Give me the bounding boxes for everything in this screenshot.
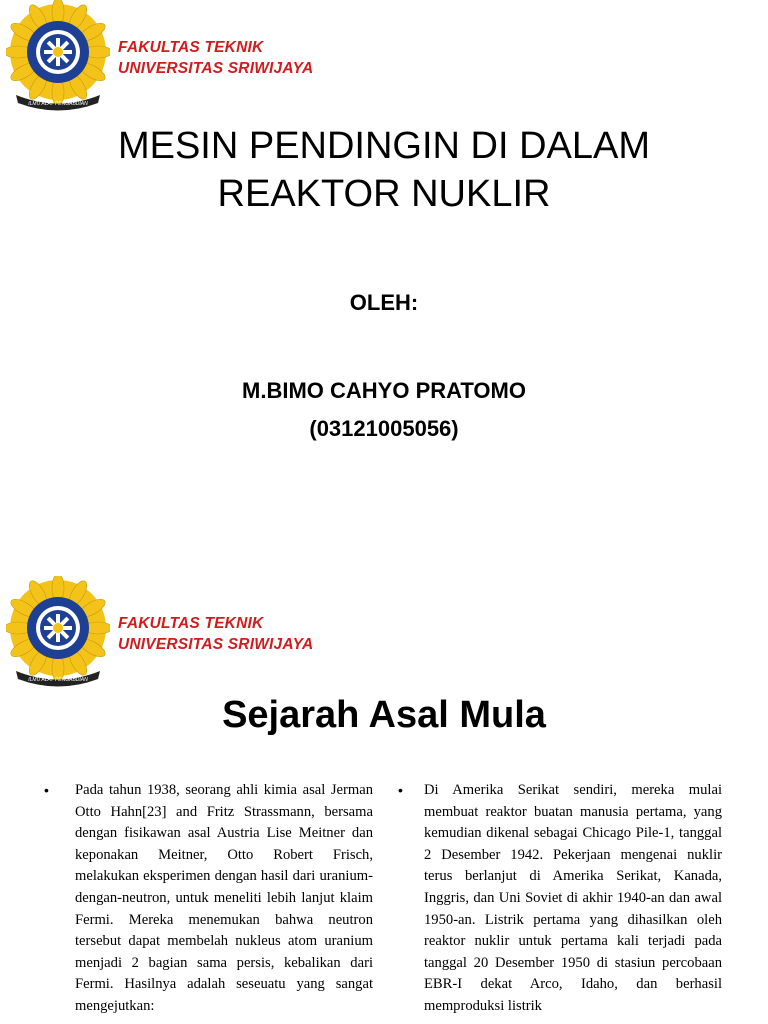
svg-text:ILMU ALAT PENGABDIAN: ILMU ALAT PENGABDIAN bbox=[28, 101, 88, 107]
faculty-header bbox=[118, 613, 313, 655]
faculty-name: FAKULTAS TEKNIK bbox=[118, 39, 264, 56]
logo-emblem-icon bbox=[6, 0, 110, 112]
university-name: UNIVERSITAS SRIWIJAYA bbox=[118, 60, 314, 77]
author-id: (03121005056) bbox=[309, 416, 459, 441]
left-column-paragraph: Pada tahun 1938, seorang ahli kimia asal Jerman Otto Hahn[23] and Fritz Strassmann, bersama dengan fisikawan asal Austria Lise Meitner dan keponakan Meitner, Otto Robert Frisch, melakukan eksperimen dengan hasil dari uranium-dengan-neutron, untuk meneliti lebih lanjut klaim Fermi. Mereka menemukan bahwa neutron tersebut dapat membelah nukleus atom uranium menjadi 2 bagian sama persis, kebalikan dari Fermi. Hasilnya adalah seseuatu yang sangat mengejutkan: bbox=[75, 782, 373, 1014]
title-line-1: MESIN PENDINGIN DI DALAM bbox=[117, 125, 651, 167]
university-logo bbox=[6, 576, 110, 688]
by-label: OLEH: bbox=[349, 290, 419, 315]
faculty-name: FAKULTAS TEKNIK bbox=[118, 615, 264, 632]
university-name: UNIVERSITAS SRIWIJAYA bbox=[118, 636, 314, 653]
logo-emblem-icon bbox=[6, 576, 110, 688]
slide-title bbox=[0, 122, 768, 218]
author-block bbox=[0, 372, 768, 448]
bullet-icon: • bbox=[398, 782, 403, 798]
history-slide bbox=[0, 576, 768, 1024]
faculty-header bbox=[118, 37, 313, 79]
university-logo bbox=[6, 0, 110, 112]
section-heading: Sejarah Asal Mula bbox=[222, 694, 546, 736]
slide-separator bbox=[0, 560, 768, 576]
right-column-paragraph: Di Amerika Serikat sendiri, mereka mulai membuat reaktor buatan manusia pertama, yang kemudian dikenal sebagai Chicago Pile-1, tanggal 2 Desember 1942. Pekerjaan mengenai nuklir terus berlanjut di Amerika Serikat, Kanada, Inggris, dan Uni Soviet di akhir 1940-an dan awal 1950-an. Listrik pertama yang dihasilkan oleh reaktor nuklir untuk pertama kali terjadi pada tanggal 20 Desember 1950 di stasiun percobaan EBR-I dekat Arco, Idaho, dan berhasil memproduksi listrik bbox=[424, 782, 722, 1014]
author-name: M.BIMO CAHYO PRATOMO bbox=[242, 378, 526, 403]
svg-text:ILMU ALAT PENGABDIAN: ILMU ALAT PENGABDIAN bbox=[28, 677, 88, 683]
title-line-2: REAKTOR NUKLIR bbox=[217, 173, 551, 215]
bullet-icon: • bbox=[44, 782, 49, 798]
